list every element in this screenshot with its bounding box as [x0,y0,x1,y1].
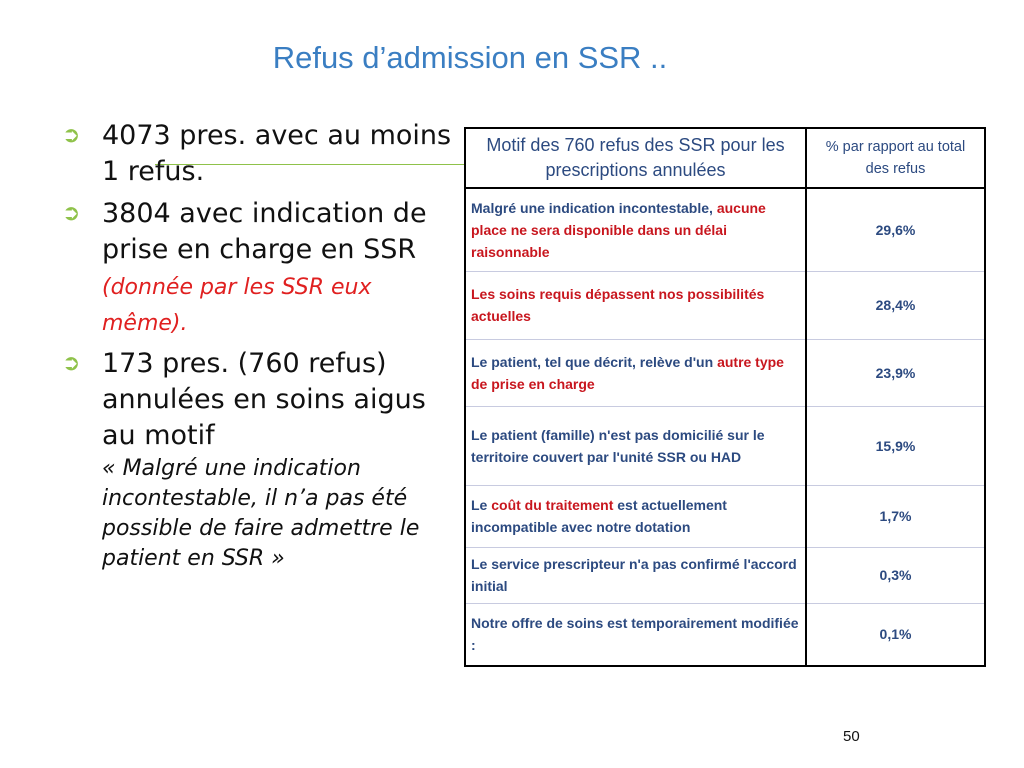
slide-title: Refus d’admission en SSR .. [272,40,668,75]
bullet-text: 173 pres. (760 refus) annulées en soins aigus au motif [102,348,426,451]
row-percent: 0,3% [806,547,985,603]
bullet-item [62,118,457,190]
bullet-item [62,196,457,340]
table-row [465,485,985,547]
header-motif: Motif des 760 refus des SSR pour les prescriptions annulées [465,128,806,188]
curved-arrow-right-icon: ➲ [62,201,81,226]
row-percent: 1,7% [806,485,985,547]
row-motif: Le service prescripteur n'a pas confirmé l'accord initial [465,547,806,603]
bullet-paren: ( [102,275,111,300]
table-row [465,271,985,339]
row-motif: Malgré une indication incontestable, aucune place ne sera disponible dans un délai raisonnable [465,188,806,271]
row-percent: 29,6% [875,221,916,238]
row-percent: 0,1% [806,603,985,666]
table-row [465,406,985,485]
row-percent: 28,4% [806,271,985,339]
page-number: 50 [843,728,860,745]
row-motif: Le patient (famille) n'est pas domicilié sur le territoire couvert par l'unité SSR ou HAD [465,406,806,485]
row-motif: Le coût du traitement est actuellement incompatible avec notre dotation [465,485,806,547]
table-header-row [465,128,985,188]
refusal-table [464,127,986,667]
bullet-item [62,346,457,574]
bullet-list [62,118,457,580]
table-row [465,188,985,271]
header-percent: % par rapport au total des refus [806,128,985,188]
row-motif: Le patient, tel que décrit, relève d'un autre type de prise en charge [465,339,806,406]
row-motif: Les soins requis dépassent nos possibilités actuelles [465,271,806,339]
table-row [465,339,985,406]
curved-arrow-right-icon: ➲ [62,123,81,148]
table-row [465,603,985,666]
row-motif: Notre offre de soins est temporairement modifiée : [465,603,806,666]
bullet-text: 3804 avec indication de prise en charge en SSR [102,198,427,265]
row-percent: 15,9% [806,406,985,485]
curved-arrow-right-icon: ➲ [62,351,81,376]
bullet-quote: « Malgré une indication incontestable, il n’a pas été possible de faire admettre le patient en SSR » [102,456,420,571]
bullet-note: donnée par les SSR eux même). [102,275,372,336]
row-percent: 23,9% [806,339,985,406]
bullet-text: 4073 pres. avec au moins 1 refus. [102,120,452,187]
table-row [465,547,985,603]
